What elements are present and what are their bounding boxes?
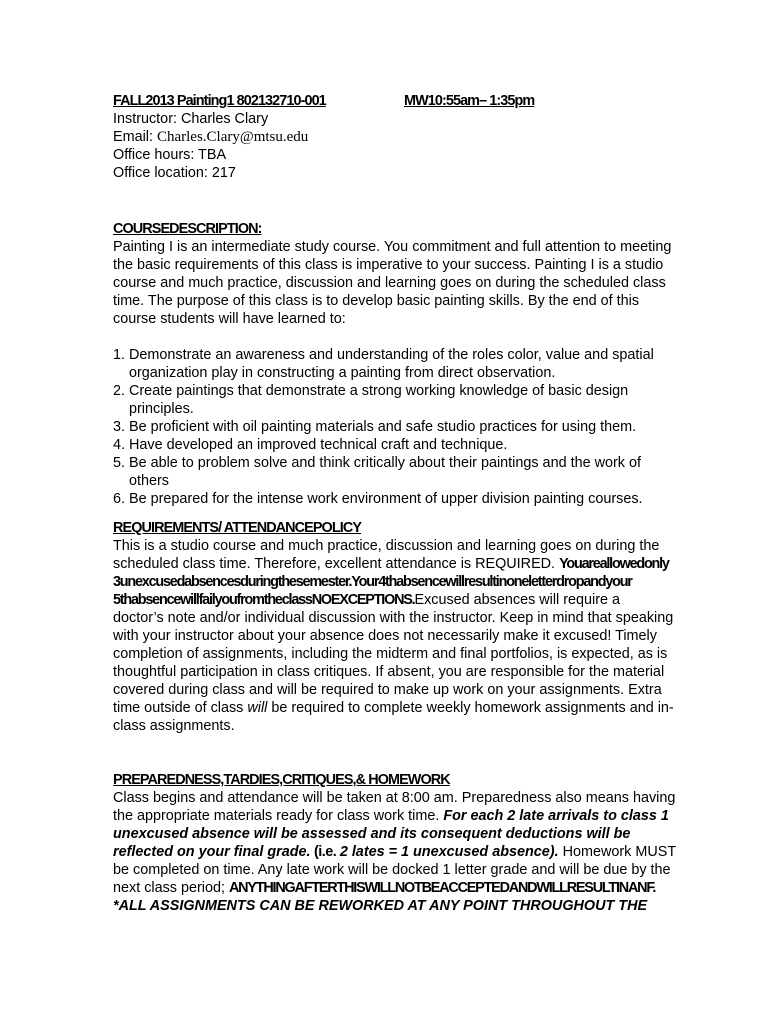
attendance-section <box>113 519 674 735</box>
email-label: Email: <box>113 129 157 145</box>
rework-note: *ALL ASSIGNMENTS CAN BE REWORKED AT ANY POINT THROUGHOUT THE <box>113 898 648 914</box>
description-line: time. The purpose of this class is to develop basic painting skills. By the end of this <box>113 293 640 309</box>
course-code: FALL2013 Painting1 802132710-001 <box>113 93 326 109</box>
attendance-line <box>113 591 653 609</box>
attendance-emphasis: Youareallowedonly <box>559 556 669 572</box>
preparedness-section <box>113 771 677 915</box>
objective-item <box>113 436 653 454</box>
objective-item <box>113 382 653 418</box>
attendance-italic: will <box>247 700 268 716</box>
objective-text: Be prepared for the intense work environment of upper division painting courses. <box>129 491 643 507</box>
attendance-line <box>113 699 674 717</box>
attendance-line: class assignments. <box>113 718 235 734</box>
objective-item <box>113 454 653 490</box>
objective-text: Be able to problem solve and think critically about their paintings and the work of <box>129 455 641 471</box>
objective-number: 1. <box>113 347 126 363</box>
attendance-text: time outside of class <box>113 700 248 716</box>
attendance-line: thoughtful participation in class critiques. If absent, you are responsible for the material <box>113 664 665 680</box>
attendance-emphasis: 3unexcusedabsencesduringthesemester.Your4thabsencewillresultinoneletterdropandyour <box>113 574 632 590</box>
preparedness-warning: ANYTHINGAFTERTHISWILLNOTBEACCEPTEDANDWILLRESULTINANF. <box>228 880 656 896</box>
preparedness-emphasis: reflected on your final grade. <box>113 844 311 860</box>
objective-item <box>113 346 653 382</box>
instructor-name: Instructor: Charles Clary <box>113 111 269 127</box>
description-line: course and much practice, discussion and learning goes on during the scheduled class <box>113 275 666 291</box>
attendance-line: with your instructor about your absence does not necessarily make it excused! Timely <box>113 628 657 644</box>
office-location: Office location: 217 <box>113 165 236 181</box>
preparedness-emphasis: 2 lates = 1 unexcused absence). <box>339 844 559 860</box>
objective-number: 5. <box>113 455 126 471</box>
class-schedule: MW10:55am– 1:35pm <box>404 93 535 109</box>
attendance-text: be required to complete weekly homework assignments and in- <box>267 700 674 716</box>
objective-item <box>113 418 653 436</box>
objective-text: Demonstrate an awareness and understanding of the roles color, value and spatial <box>129 347 654 363</box>
course-header <box>113 92 673 182</box>
attendance-line: doctor’s note and/or individual discussion with the instructor. Keep in mind that speaking <box>113 610 674 626</box>
instructor-email-row <box>113 128 673 146</box>
email-address[interactable]: Charles.Clary@mtsu.edu <box>156 129 309 145</box>
description-line: course students will have learned to: <box>113 311 346 327</box>
objective-number: 3. <box>113 419 126 435</box>
preparedness-heading: PREPAREDNESS,TARDIES,CRITIQUES,& HOMEWORK <box>113 772 450 788</box>
preparedness-emphasis: For each 2 late arrivals to class 1 <box>443 808 669 824</box>
attendance-line <box>113 555 669 573</box>
course-title-row <box>113 92 673 110</box>
objective-number: 6. <box>113 491 126 507</box>
attendance-line: completion of assignments, including the midterm and final portfolios, is expected, as is <box>113 646 668 662</box>
objectives-list <box>113 346 653 508</box>
description-line: Painting I is an intermediate study course. You commitment and full attention to meeting <box>113 239 672 255</box>
attendance-line: covered during class and will be required to make up work on your assignments. Extra <box>113 682 662 698</box>
spacer <box>113 328 653 346</box>
objective-text: others <box>129 473 169 489</box>
attendance-emphasis: 5thabsencewillfailyoufromtheclassNOEXCEPTIONS. <box>113 592 415 608</box>
objective-text: principles. <box>129 401 194 417</box>
preparedness-text: Homework MUST <box>558 844 677 860</box>
description-line: the basic requirements of this class is imperative to your success. Painting I is a studio <box>113 257 664 273</box>
objective-text: Have developed an improved technical craft and technique. <box>129 437 508 453</box>
objective-number: 2. <box>113 383 126 399</box>
preparedness-text: the appropriate materials ready for class work time. <box>113 808 444 824</box>
objective-text: Create paintings that demonstrate a strong working knowledge of basic design <box>129 383 629 399</box>
office-hours: Office hours: TBA <box>113 147 227 163</box>
course-description-section <box>113 220 672 508</box>
preparedness-emphasis: unexcused absence will be assessed and its consequent deductions will be <box>113 826 631 842</box>
attendance-heading: REQUIREMENTS/ ATTENDANCEPOLICY <box>113 520 362 536</box>
objective-text: Be proficient with oil painting materials and safe studio practices for using them. <box>129 419 637 435</box>
preparedness-bold: (i.e. <box>310 844 340 860</box>
attendance-line: This is a studio course and much practice, discussion and learning goes on during the <box>113 538 660 554</box>
attendance-text: Excused absences will require a <box>414 592 621 608</box>
preparedness-text: next class period; <box>113 880 229 896</box>
attendance-text: scheduled class time. Therefore, excellent attendance is REQUIRED. <box>113 556 560 572</box>
preparedness-line: Class begins and attendance will be taken at 8:00 am. Preparedness also means having <box>113 790 676 806</box>
preparedness-line <box>113 879 656 897</box>
preparedness-line <box>113 843 677 861</box>
course-description-heading: COURSEDESCRIPTION: <box>113 221 262 237</box>
preparedness-line: be completed on time. Any late work will be docked 1 letter grade and will be due by the <box>113 862 671 878</box>
preparedness-line <box>113 807 669 825</box>
objective-text: organization play in constructing a painting from direct observation. <box>129 365 556 381</box>
objective-number: 4. <box>113 437 126 453</box>
objective-item <box>113 490 653 508</box>
